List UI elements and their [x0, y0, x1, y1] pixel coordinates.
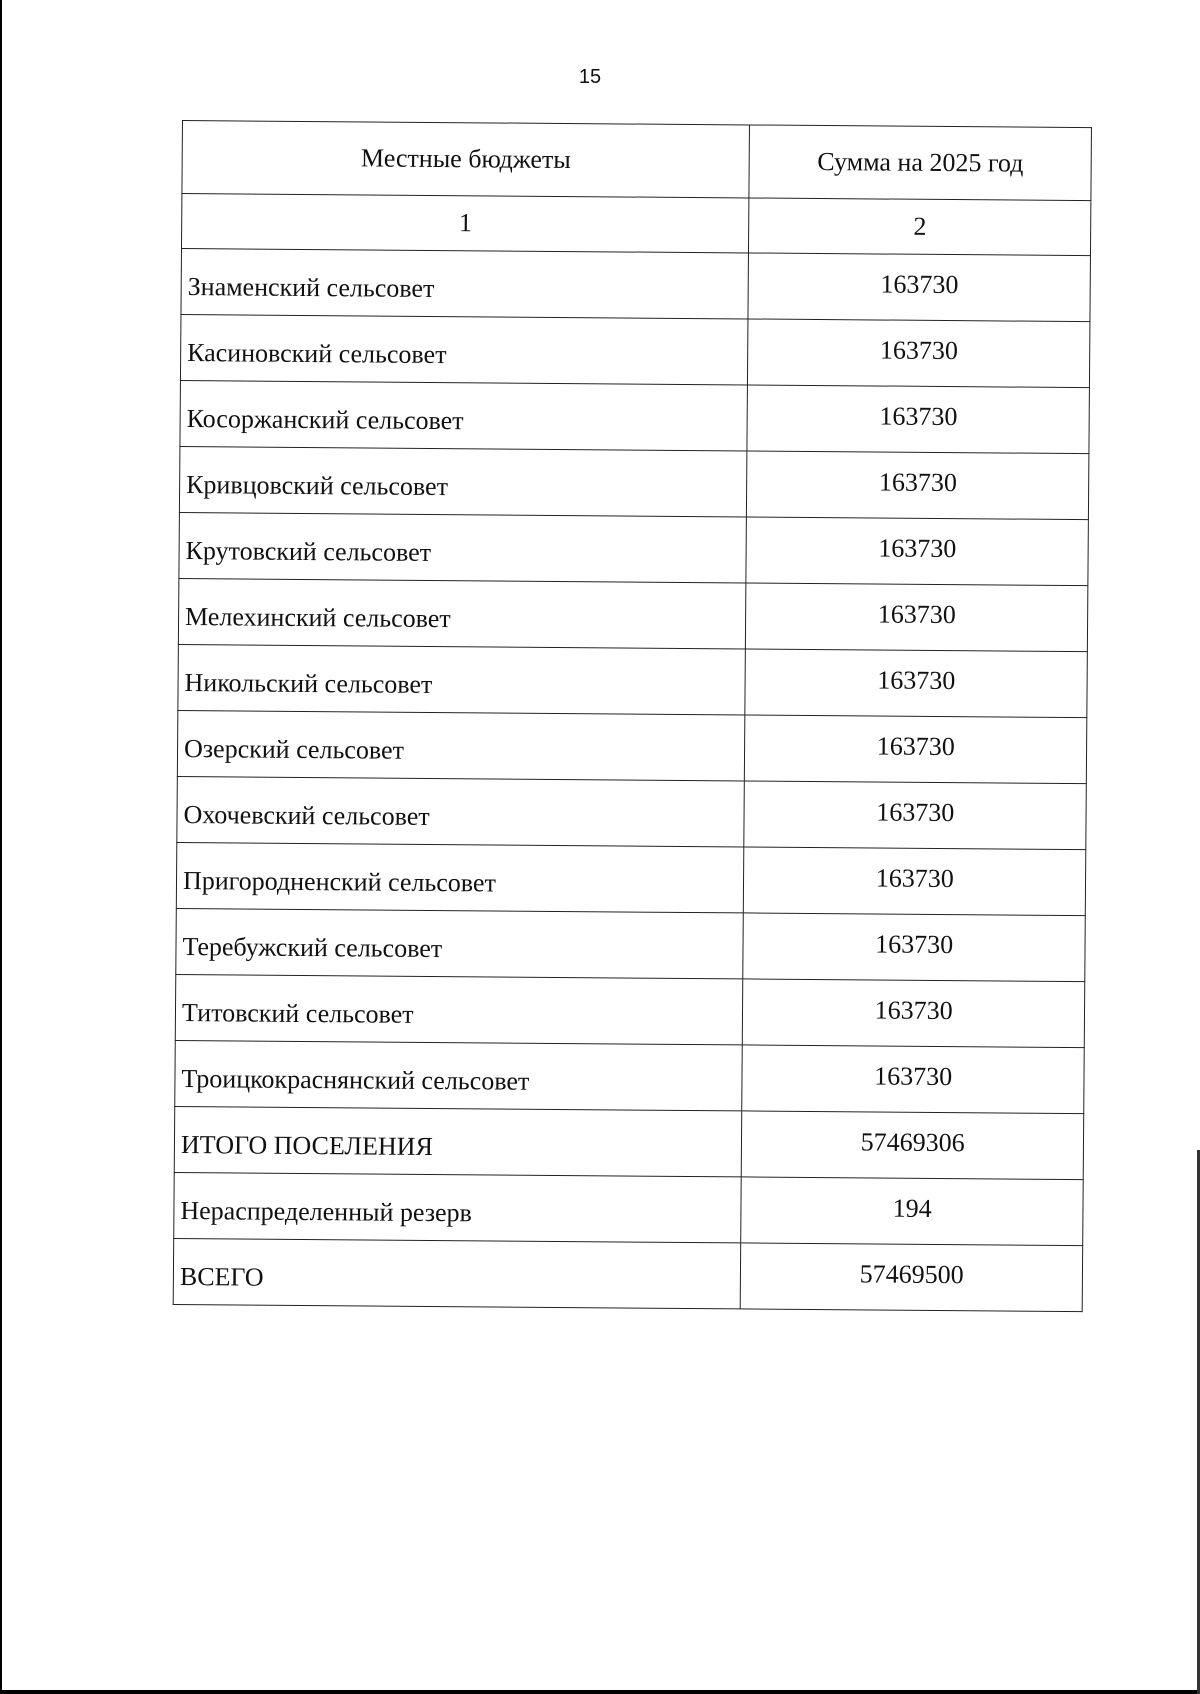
table-row: [176, 908, 1085, 981]
settlement-name-cell: Кривцовский сельсовет: [179, 446, 747, 516]
budget-table-body: [173, 121, 1091, 1312]
table-row: [179, 446, 1088, 519]
amount-cell: 163730: [743, 979, 1085, 1048]
settlement-name-cell: Касиновский сельсовет: [180, 314, 748, 384]
settlement-name-cell: Нераспределенный резерв: [174, 1172, 742, 1242]
column-number-2: 2: [749, 198, 1091, 256]
amount-cell: 163730: [744, 847, 1086, 916]
amount-cell: 163730: [745, 649, 1087, 718]
settlement-name-cell: Мелехинский сельсовет: [178, 578, 746, 648]
amount-cell: 163730: [746, 517, 1088, 586]
amount-cell: 163730: [748, 319, 1090, 388]
header-local-budgets: Местные бюджеты: [182, 121, 750, 198]
amount-cell: 163730: [748, 253, 1090, 322]
scan-edge-left: [0, 0, 2, 1694]
column-number-row: [181, 194, 1090, 256]
table-row: [178, 578, 1087, 651]
table-row: [176, 842, 1085, 915]
table-row: [180, 380, 1089, 453]
table-row: [178, 644, 1087, 717]
amount-cell: 163730: [744, 781, 1086, 850]
table-row: [179, 512, 1088, 585]
settlement-name-cell: Косоржанский сельсовет: [180, 380, 748, 450]
table-header-row: [182, 121, 1092, 201]
amount-cell: 194: [741, 1177, 1083, 1246]
amount-cell: 57469500: [741, 1243, 1083, 1312]
scan-edge-bottom: [0, 1690, 1200, 1694]
table-row: [174, 1172, 1083, 1245]
table-row: [175, 1040, 1084, 1113]
table-row: [177, 710, 1086, 783]
settlement-name-cell: ИТОГО ПОСЕЛЕНИЯ: [174, 1106, 742, 1176]
settlement-name-cell: Титовский сельсовет: [175, 974, 743, 1044]
amount-cell: 163730: [743, 913, 1085, 982]
settlement-name-cell: Теребужский сельсовет: [176, 908, 744, 978]
budget-table: [173, 120, 1092, 1312]
column-number-1: 1: [181, 194, 749, 253]
settlement-name-cell: Троицкокраснянский сельсовет: [175, 1040, 743, 1110]
amount-cell: 163730: [742, 1045, 1084, 1114]
settlement-name-cell: ВСЕГО: [173, 1238, 741, 1308]
settlement-name-cell: Знаменский сельсовет: [181, 248, 749, 318]
table-row: [180, 314, 1089, 387]
amount-cell: 163730: [747, 451, 1089, 520]
header-amount-2025: Сумма на 2025 год: [749, 125, 1091, 201]
table-row: [177, 776, 1086, 849]
settlement-name-cell: Пригородненский сельсовет: [176, 842, 744, 912]
settlement-name-cell: Озерский сельсовет: [177, 710, 745, 780]
settlement-name-cell: Крутовский сельсовет: [179, 512, 747, 582]
settlement-name-cell: Охочевский сельсовет: [177, 776, 745, 846]
amount-cell: 163730: [747, 385, 1089, 454]
table-row: [173, 1238, 1082, 1311]
table-row: [175, 974, 1084, 1047]
amount-cell: 57469306: [742, 1111, 1084, 1180]
amount-cell: 163730: [745, 715, 1087, 784]
settlement-name-cell: Никольский сельсовет: [178, 644, 746, 714]
table-row: [174, 1106, 1083, 1179]
amount-cell: 163730: [746, 583, 1088, 652]
page-number: 15: [578, 66, 602, 88]
table-row: [181, 248, 1090, 321]
